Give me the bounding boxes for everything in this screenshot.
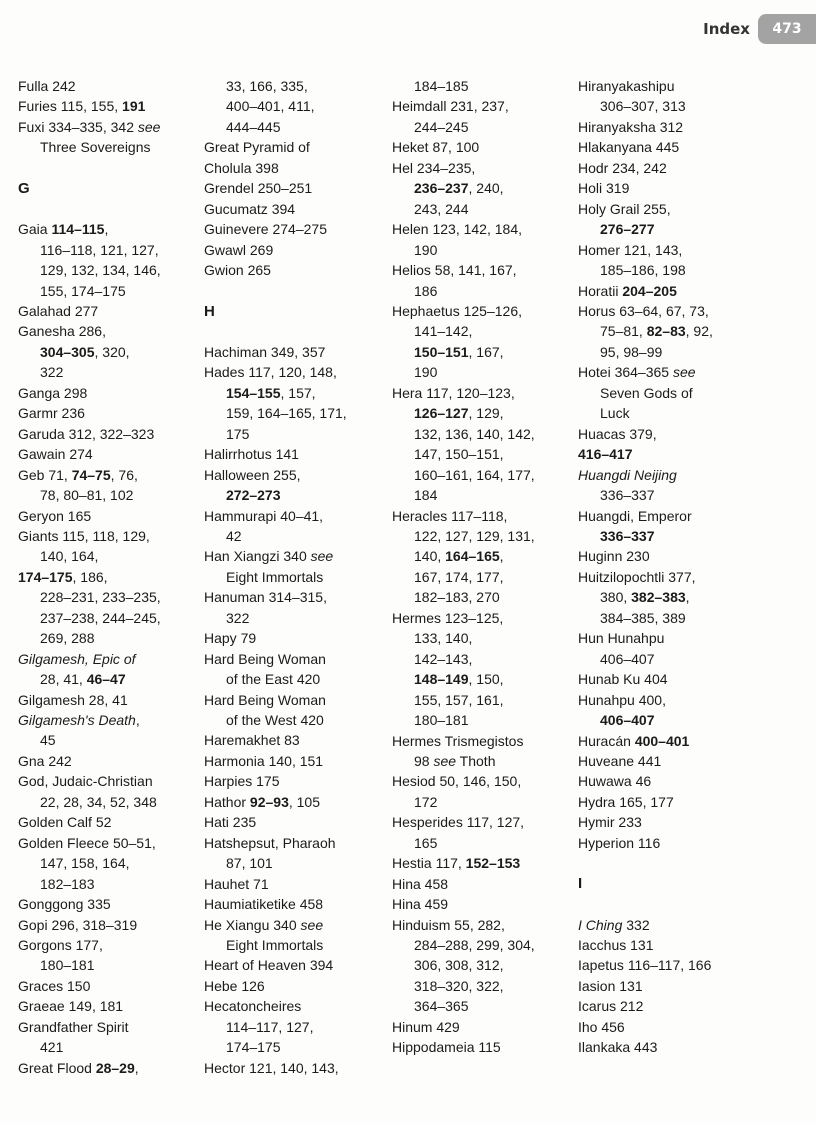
- index-entry: Halirrhotus 141: [204, 446, 299, 463]
- index-entry-continuation: 114–117, 127,: [226, 1018, 314, 1035]
- index-entry: Gwion 265: [204, 262, 271, 279]
- index-entry: Hunahpu 400,: [578, 691, 666, 708]
- index-entry-continuation: 322: [40, 364, 64, 381]
- index-entry: Hippodameia 115: [392, 1039, 501, 1056]
- index-entry: Heket 87, 100: [392, 139, 480, 156]
- index-entry: Geryon 165: [18, 507, 92, 524]
- index-entry: Hel 234–235,: [392, 159, 476, 176]
- index-entry: Iacchus 131: [578, 937, 654, 954]
- index-entry-continuation: 45: [40, 732, 56, 749]
- index-entry: Hotei 364–365 see: [578, 364, 696, 381]
- index-entry: Huveane 441: [578, 752, 662, 769]
- index-entry: Garuda 312, 322–323: [18, 425, 155, 442]
- index-entry: Gilgamesh 28, 41: [18, 691, 128, 708]
- index-entry: Golden Calf 52: [18, 814, 112, 831]
- index-entry-continuation: 147, 150–151,: [414, 446, 504, 463]
- index-entry-continuation: 306–307, 313: [600, 98, 686, 115]
- index-entry-continuation: of the East 420: [226, 671, 321, 688]
- index-entry-continuation: 182–183, 270: [414, 589, 500, 606]
- index-entry-continuation: 133, 140,: [414, 630, 473, 647]
- index-entry: Hathor 92–93, 105: [204, 793, 320, 810]
- index-entry: Holi 319: [578, 180, 630, 197]
- letter-heading: I: [578, 875, 583, 893]
- index-entry: Hina 458: [392, 875, 449, 892]
- index-column-1: [18, 76, 200, 1078]
- index-entry-continuation: 95, 98–99: [600, 343, 663, 360]
- index-entry-continuation: 150–151, 167,: [414, 343, 504, 360]
- index-entry-continuation: 236–237, 240,: [414, 180, 504, 197]
- index-entry: Iho 456: [578, 1018, 625, 1035]
- index-entry: Huracán 400–401: [578, 732, 690, 749]
- index-entry-continuation: 318–320, 322,: [414, 977, 504, 994]
- index-entry-continuation: 182–183: [40, 875, 95, 892]
- index-entry-continuation: 406–407: [600, 650, 655, 667]
- index-entry: Gawain 274: [18, 446, 93, 463]
- index-entry: Hachiman 349, 357: [204, 343, 326, 360]
- index-entry: Harpies 175: [204, 773, 280, 790]
- index-entry: Gaia 114–115,: [18, 221, 109, 238]
- index-entry: Huitzilopochtli 377,: [578, 568, 696, 585]
- index-entry-continuation: 174–175: [226, 1039, 281, 1056]
- page-header: [703, 14, 816, 44]
- index-entry: Garmr 236: [18, 405, 85, 422]
- index-entry-continuation: 28, 41, 46–47: [40, 671, 126, 688]
- index-entry: Homer 121, 143,: [578, 241, 683, 258]
- index-entry-continuation: 159, 164–165, 171,: [226, 405, 347, 422]
- index-entry: Hesperides 117, 127,: [392, 814, 525, 831]
- index-entry-continuation: 322: [226, 609, 250, 626]
- index-entry: Hunab Ku 404: [578, 671, 668, 688]
- index-entry: Halloween 255,: [204, 466, 301, 483]
- index-entry: Helios 58, 141, 167,: [392, 262, 517, 279]
- index-entry: Furies 115, 155, 191: [18, 98, 146, 115]
- index-entry: Ganesha 286,: [18, 323, 106, 340]
- index-entry: Hecatoncheires: [204, 998, 302, 1015]
- index-entry: Gwawl 269: [204, 241, 274, 258]
- index-entry-continuation: 364–365: [414, 998, 469, 1015]
- index-entry-continuation: 272–273: [226, 487, 281, 504]
- index-entry-continuation: 33, 166, 335,: [226, 78, 308, 94]
- index-entry: Huwawa 46: [578, 773, 652, 790]
- index-entry-continuation: 22, 28, 34, 52, 348: [40, 793, 157, 810]
- index-entry: Hades 117, 120, 148,: [204, 364, 337, 381]
- index-entry-continuation: 380, 382–383,: [600, 589, 690, 606]
- index-entry: He Xiangu 340 see: [204, 916, 324, 933]
- index-entry: Hera 117, 120–123,: [392, 384, 515, 401]
- index-entry: Hard Being Woman: [204, 650, 326, 667]
- index-entry: 416–417: [578, 446, 633, 463]
- index-entry-continuation: 140, 164–165,: [414, 548, 504, 565]
- index-entry-continuation: 406–407: [600, 712, 655, 729]
- index-entry-continuation: Eight Immortals: [226, 568, 324, 585]
- index-entry: Hinduism 55, 282,: [392, 916, 505, 933]
- index-column-4: [578, 76, 760, 1058]
- index-entry: Heart of Heaven 394: [204, 957, 334, 974]
- index-entry: God, Judaic-Christian: [18, 773, 153, 790]
- index-entry: Hauhet 71: [204, 875, 269, 892]
- index-entry: Helen 123, 142, 184,: [392, 221, 522, 238]
- index-entry: Hebe 126: [204, 977, 265, 994]
- index-entry-continuation: 276–277: [600, 221, 655, 238]
- index-entry-continuation: 75–81, 82–83, 92,: [600, 323, 713, 340]
- index-entry: Hlakanyana 445: [578, 139, 680, 156]
- index-entry-continuation: 228–231, 233–235,: [40, 589, 161, 606]
- index-entry: Huangdi, Emperor: [578, 507, 692, 524]
- index-entry-continuation: 237–238, 244–245,: [40, 609, 161, 626]
- index-entry: Hermes Trismegistos: [392, 732, 524, 749]
- index-entry: Hodr 234, 242: [578, 159, 667, 176]
- index-entry-continuation: 87, 101: [226, 855, 273, 872]
- index-entry: Haumiatiketike 458: [204, 896, 324, 913]
- index-entry: 174–175, 186,: [18, 568, 108, 585]
- index-entry-continuation: 190: [414, 241, 438, 258]
- index-entry-continuation: 155, 174–175: [40, 282, 126, 299]
- index-entry-continuation: 306, 308, 312,: [414, 957, 504, 974]
- index-entry-continuation: Eight Immortals: [226, 937, 324, 954]
- index-entry: Grendel 250–251: [204, 180, 313, 197]
- index-entry-continuation: 190: [414, 364, 438, 381]
- index-entry: Great Flood 28–29,: [18, 1059, 139, 1076]
- index-entry-continuation: Luck: [600, 405, 630, 422]
- index-entry: Hephaetus 125–126,: [392, 302, 522, 319]
- index-column-2: [204, 76, 386, 1078]
- index-entry-continuation: 180–181: [414, 712, 469, 729]
- index-entry: Giants 115, 118, 129,: [18, 527, 150, 544]
- index-entry: Fuxi 334–335, 342 see: [18, 118, 161, 135]
- index-entry: Hard Being Woman: [204, 691, 326, 708]
- index-entry: Iapetus 116–117, 166: [578, 957, 712, 974]
- index-entry: Icarus 212: [578, 998, 644, 1015]
- index-entry: Gna 242: [18, 752, 72, 769]
- index-entry: Horus 63–64, 67, 73,: [578, 302, 709, 319]
- index-entry: Graces 150: [18, 977, 91, 994]
- index-entry-continuation: 155, 157, 161,: [414, 691, 504, 708]
- index-entry-continuation: 244–245: [414, 118, 469, 135]
- index-entry-continuation: 122, 127, 129, 131,: [414, 527, 535, 544]
- index-entry-continuation: 98 see Thoth: [414, 752, 496, 769]
- index-entry-continuation: 175: [226, 425, 250, 442]
- index-entry: Gorgons 177,: [18, 937, 103, 954]
- index-entry: Hinum 429: [392, 1018, 460, 1035]
- index-entry: Hymir 233: [578, 814, 642, 831]
- index-entry-continuation: 184: [414, 487, 438, 504]
- index-entry: Fulla 242: [18, 78, 76, 94]
- index-entry: Golden Fleece 50–51,: [18, 834, 156, 851]
- index-entry: Gilgamesh, Epic of: [18, 650, 136, 667]
- index-entry: Heracles 117–118,: [392, 507, 508, 524]
- index-entry-continuation: 284–288, 299, 304,: [414, 937, 535, 954]
- index-entry-continuation: 116–118, 121, 127,: [40, 241, 159, 258]
- index-entry: Ganga 298: [18, 384, 88, 401]
- index-entry-continuation: 243, 244: [414, 200, 469, 217]
- index-entry-continuation: of the West 420: [226, 712, 324, 729]
- index-entry-continuation: 78, 80–81, 102: [40, 487, 134, 504]
- index-entry: Harmonia 140, 151: [204, 752, 324, 769]
- index-entry: Galahad 277: [18, 302, 99, 319]
- index-entry: Hiranyakashipu: [578, 78, 675, 94]
- index-entry-continuation: 140, 164,: [40, 548, 99, 565]
- page-number-tab: 473: [758, 14, 816, 44]
- index-entry-continuation: 160–161, 164, 177,: [414, 466, 535, 483]
- index-entry: Hermes 123–125,: [392, 609, 504, 626]
- letter-heading: H: [204, 302, 215, 320]
- index-entry: Han Xiangzi 340 see: [204, 548, 334, 565]
- index-entry-continuation: 400–401, 411,: [226, 98, 315, 115]
- index-entry: Great Pyramid of: [204, 139, 310, 156]
- index-entry: I Ching 332: [578, 916, 650, 933]
- section-title: Index: [703, 20, 750, 38]
- index-entry-continuation: 167, 174, 177,: [414, 568, 504, 585]
- index-entry: Gonggong 335: [18, 896, 111, 913]
- index-entry-continuation: Seven Gods of: [600, 384, 693, 401]
- index-entry: Huginn 230: [578, 548, 650, 565]
- index-entry: Hiranyaksha 312: [578, 118, 684, 135]
- index-entry: Hun Hunahpu: [578, 630, 665, 647]
- index-entry: Ilankaka 443: [578, 1039, 658, 1056]
- index-entry-continuation: 304–305, 320,: [40, 343, 130, 360]
- index-entry-continuation: 126–127, 129,: [414, 405, 504, 422]
- index-entry: Gucumatz 394: [204, 200, 296, 217]
- index-entry-continuation: 269, 288: [40, 630, 95, 647]
- index-entry: Gopi 296, 318–319: [18, 916, 138, 933]
- index-entry: Hati 235: [204, 814, 257, 831]
- index-entry-continuation: 129, 132, 134, 146,: [40, 262, 161, 279]
- index-entry: Hanuman 314–315,: [204, 589, 327, 606]
- index-entry: Geb 71, 74–75, 76,: [18, 466, 138, 483]
- index-entry: Hector 121, 140, 143,: [204, 1059, 339, 1076]
- index-entry: Graeae 149, 181: [18, 998, 124, 1015]
- index-entry-continuation: 184–185: [414, 78, 469, 94]
- index-entry-continuation: Three Sovereigns: [40, 139, 151, 156]
- index-entry-continuation: 147, 158, 164,: [40, 855, 130, 872]
- index-entry-continuation: 141–142,: [414, 323, 473, 340]
- index-entry: Grandfather Spirit: [18, 1018, 129, 1035]
- index-entry-continuation: 421: [40, 1039, 64, 1056]
- index-entry-continuation: 142–143,: [414, 650, 473, 667]
- index-entry-continuation: 148–149, 150,: [414, 671, 504, 688]
- index-entry: Haremakhet 83: [204, 732, 300, 749]
- index-entry-continuation: 186: [414, 282, 438, 299]
- index-entry-continuation: 132, 136, 140, 142,: [414, 425, 535, 442]
- index-entry-continuation: 444–445: [226, 118, 281, 135]
- index-entry-continuation: 384–385, 389: [600, 609, 686, 626]
- index-entry: Huangdi Neijing: [578, 466, 677, 483]
- index-entry: Hapy 79: [204, 630, 257, 647]
- index-column-3: [392, 76, 574, 1058]
- index-entry: Heimdall 231, 237,: [392, 98, 509, 115]
- index-entry: Hina 459: [392, 896, 449, 913]
- index-entry: Hyperion 116: [578, 834, 661, 851]
- index-entry: Hesiod 50, 146, 150,: [392, 773, 522, 790]
- index-entry-continuation: 336–337: [600, 487, 655, 504]
- index-entry: Guinevere 274–275: [204, 221, 327, 238]
- index-entry-continuation: 180–181: [40, 957, 95, 974]
- index-entry-continuation: 172: [414, 793, 438, 810]
- index-entry-continuation: 336–337: [600, 527, 655, 544]
- index-entry: Gilgamesh's Death,: [18, 712, 140, 729]
- index-entry: Hatshepsut, Pharaoh: [204, 834, 336, 851]
- index-entry: Holy Grail 255,: [578, 200, 671, 217]
- index-entry: Hammurapi 40–41,: [204, 507, 324, 524]
- index-entry: Cholula 398: [204, 159, 279, 176]
- index-entry: Huacas 379,: [578, 425, 657, 442]
- index-entry-continuation: 165: [414, 834, 438, 851]
- letter-heading: G: [18, 179, 30, 197]
- index-entry-continuation: 154–155, 157,: [226, 384, 316, 401]
- index-entry: Hestia 117, 152–153: [392, 855, 521, 872]
- index-entry-continuation: 42: [226, 527, 242, 544]
- index-entry: Iasion 131: [578, 977, 643, 994]
- index-entry: Horatii 204–205: [578, 282, 677, 299]
- index-entry: Hydra 165, 177: [578, 793, 674, 810]
- index-entry-continuation: 185–186, 198: [600, 262, 686, 279]
